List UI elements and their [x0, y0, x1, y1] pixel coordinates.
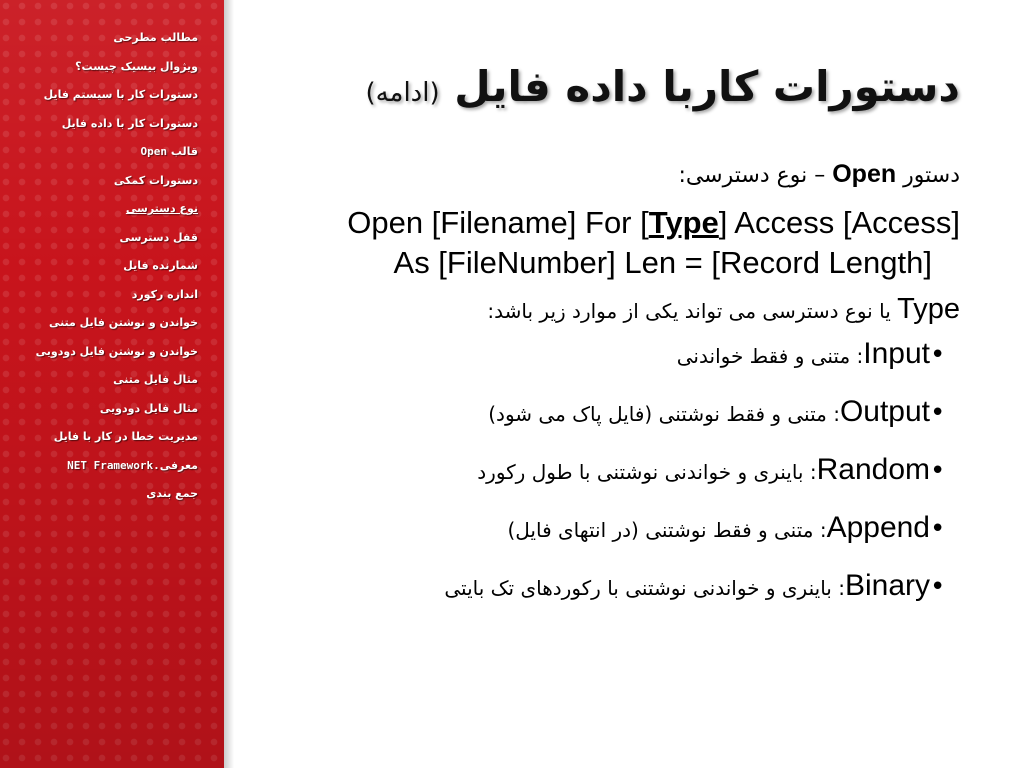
sidebar-item-text-file-example[interactable]: مثال فایل متنی	[113, 373, 198, 386]
bullet-icon: •	[930, 514, 946, 544]
sidebar-panel	[0, 0, 224, 768]
sidebar-item-filesystem-commands[interactable]: دستورات کار با سیستم فایل	[43, 88, 198, 101]
sidebar-item-summary[interactable]: جمع بندی	[146, 487, 198, 500]
bullet-icon: •	[930, 398, 946, 428]
slide-body	[230, 160, 960, 624]
bullet-icon: •	[930, 340, 946, 370]
slide-title: دستورات کاربا داده فایل (ادامه)	[365, 62, 960, 111]
sidebar-item-file-data-commands[interactable]: دستورات کار با داده فایل	[61, 116, 198, 130]
sidebar-item-helper-commands[interactable]: دستورات کمکی	[113, 173, 198, 187]
sidebar-item-file-number[interactable]: شمارنده فایل	[123, 259, 198, 272]
syntax-line-2: As [FileNumber] Len = [Record Length]	[393, 245, 932, 280]
list-item-append: •Append: متنی و فقط نوشتنی (در انتهای فایل)	[230, 508, 960, 566]
bullet-icon: •	[930, 572, 946, 602]
sidebar-item-binary-file-example[interactable]: مثال فایل دودویی	[99, 401, 198, 415]
sidebar-item-topics[interactable]: مطالب مطرحی	[113, 31, 198, 44]
sidebar-item-net-framework[interactable]: معرفی.NET Framework	[67, 458, 198, 472]
sidebar-item-error-handling[interactable]: مدیریت خطا در کار با فایل	[53, 430, 198, 443]
sidebar-item-access-type[interactable]: نوع دسترسی	[125, 202, 198, 215]
list-item-output: •Output: متنی و فقط نوشتنی (فایل پاک می شود)	[230, 392, 960, 450]
sidebar-item-record-size[interactable]: اندازه رکورد	[131, 287, 198, 301]
open-syntax	[230, 203, 960, 283]
bullet-icon: •	[930, 456, 946, 486]
slide-title-suffix: (ادامه)	[365, 78, 440, 108]
list-item-input: •Input: متنی و فقط خواندنی	[230, 334, 960, 392]
sidebar-item-open-format[interactable]: قالب Open	[140, 145, 198, 158]
type-intro: Type یا نوع دسترسی می تواند یکی از موارد زیر باشد:	[487, 293, 960, 325]
access-mode-list	[230, 334, 960, 624]
sidebar-item-binary-file-io[interactable]: خواندن و نوشتن فایل دودویی	[35, 344, 198, 358]
list-item-random: •Random: باینری و خواندنی نوشتنی با طول رکورد	[230, 450, 960, 508]
slide-subtitle: دستور Open – نوع دسترسی:	[678, 160, 960, 188]
list-item-binary: •Binary: باینری و خواندنی نوشتنی با رکوردهای تک بایتی	[230, 566, 960, 624]
syntax-line-1: Open [Filename] For [Type] Access [Access]	[347, 205, 960, 240]
sidebar-item-access-lock[interactable]: قفل دسترسی	[119, 230, 198, 244]
sidebar-item-text-file-io[interactable]: خواندن و نوشتن فایل متنی	[48, 316, 198, 329]
open-keyword: Open	[832, 160, 897, 188]
sidebar-nav	[0, 24, 198, 509]
type-keyword: Type	[648, 205, 719, 240]
sidebar-item-what-is-vb[interactable]: ویژوال بیسیک چیست؟	[75, 59, 198, 73]
